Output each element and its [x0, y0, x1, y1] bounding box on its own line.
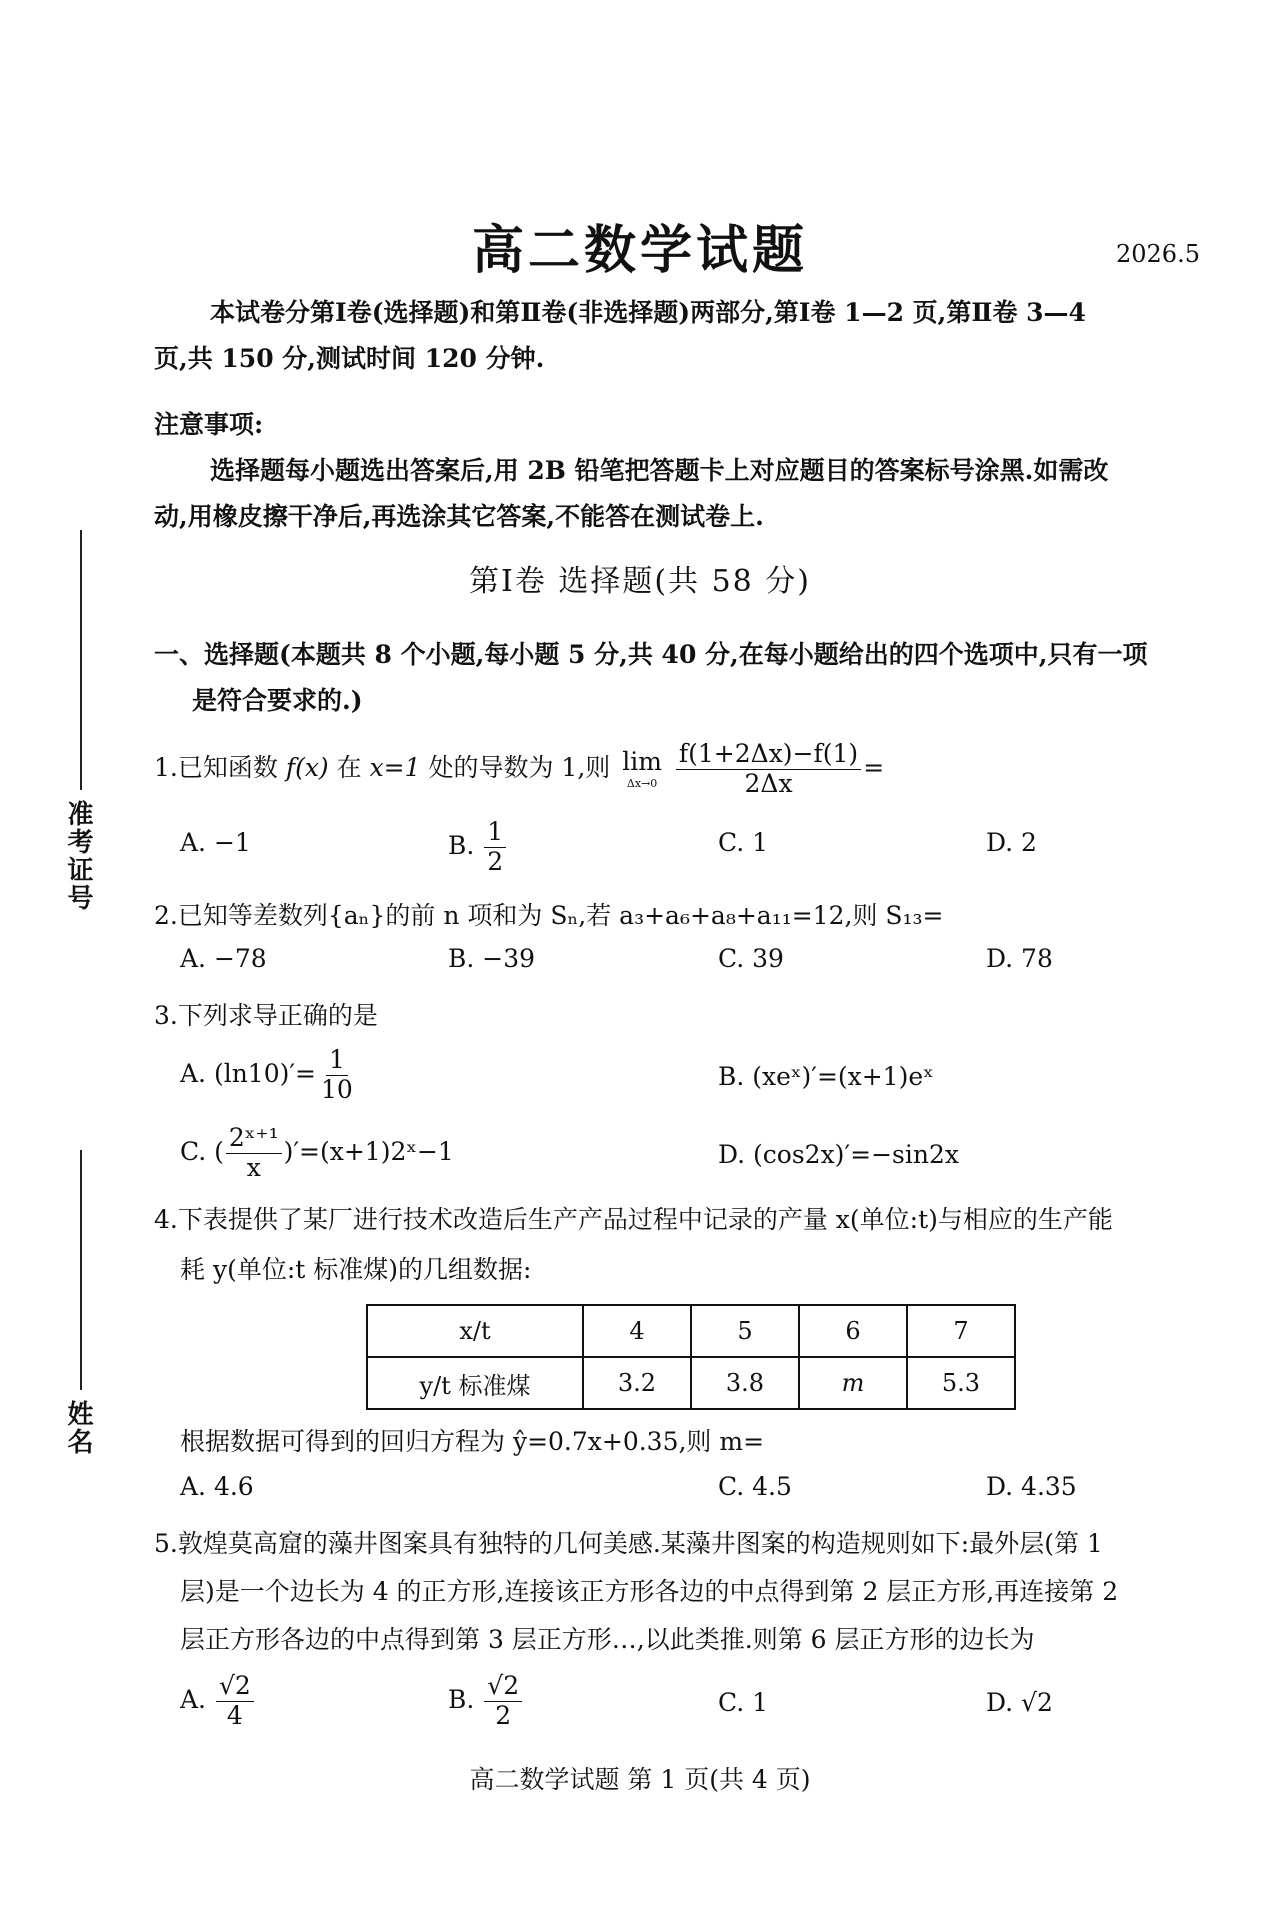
table-cell: y/t 标准煤 — [367, 1357, 583, 1409]
q5-option-a-prefix: A. — [180, 1684, 214, 1714]
q1-option-b — [448, 818, 508, 877]
question-3-stem: 3.下列求导正确的是 — [154, 1001, 378, 1030]
notice-line-2: 动,用橡皮擦干净后,再选涂其它答案,不能答在测试卷上. — [154, 502, 764, 531]
q1-fraction — [676, 740, 861, 799]
q5-option-a-num: √2 — [216, 1672, 254, 1702]
q3-option-c-suffix: )′=(x+1)2ˣ−1 — [283, 1136, 454, 1166]
q1-option-b-prefix: B. — [448, 830, 483, 860]
table-cell: x/t — [367, 1305, 583, 1357]
question-4-line-2: 耗 y(单位:t 标准煤)的几组数据: — [180, 1255, 532, 1284]
q3-option-d: D. (cos2x)′=−sin2x — [718, 1140, 959, 1169]
intro-line-2: 页,共 150 分,测试时间 120 分钟. — [154, 344, 545, 373]
q1-text-a: 1.已知函数 — [154, 752, 286, 782]
intro-line-1: 本试卷分第Ⅰ卷(选择题)和第Ⅱ卷(非选择题)两部分,第Ⅰ卷 1—2 页,第Ⅱ卷 3—4 — [210, 298, 1086, 327]
question-5-line-3: 层正方形各边的中点得到第 3 层正方形…,以此类推.则第 6 层正方形的边长为 — [180, 1625, 1035, 1654]
page-footer: 高二数学试题 第 1 页(共 4 页) — [469, 1765, 811, 1794]
q3-option-a-num: 1 — [326, 1046, 348, 1076]
table-cell: 6 — [799, 1305, 907, 1357]
table-cell: 7 — [907, 1305, 1015, 1357]
q4-option-a: A. 4.6 — [180, 1472, 254, 1501]
q5-option-b-num: √2 — [484, 1672, 522, 1702]
q4-option-d: D. 4.35 — [986, 1472, 1077, 1501]
exam-date: 2026.5 — [1116, 240, 1200, 268]
question-5-line-1: 5.敦煌莫高窟的藻井图案具有独特的几何美感.某藻井图案的构造规则如下:最外层(第 1 — [154, 1529, 1103, 1558]
name-label: 姓名 — [63, 1400, 93, 1456]
table-cell: 3.8 — [691, 1357, 799, 1409]
q3-option-c — [180, 1124, 454, 1183]
q3-option-c-prefix: C. ( — [180, 1136, 224, 1166]
q1-option-d: D. 2 — [986, 828, 1037, 857]
q5-option-b-den: 2 — [495, 1700, 512, 1730]
question-5-line-2: 层)是一个边长为 4 的正方形,连接该正方形各边的中点得到第 2 层正方形,再连接第 2 — [180, 1577, 1119, 1606]
q4-option-c: C. 4.5 — [718, 1472, 792, 1501]
q2-option-d: D. 78 — [986, 944, 1053, 973]
page-title: 高二数学试题 — [471, 220, 808, 281]
q1-fx: f(x) — [285, 752, 329, 782]
part1-instructions-line-1: 一、选择题(本题共 8 个小题,每小题 5 分,共 40 分,在每小题给出的四个选项中,只有一项 — [154, 640, 1148, 669]
exam-id-line — [80, 530, 82, 790]
table-cell: 4 — [583, 1305, 691, 1357]
notice-title: 注意事项: — [154, 410, 264, 439]
question-4-line-1: 4.下表提供了某厂进行技术改造后生产产品过程中记录的产量 x(单位:t)与相应的生产能 — [154, 1205, 1113, 1234]
q5-option-a — [180, 1672, 256, 1731]
q1-option-b-den: 2 — [487, 846, 504, 876]
q1-lim-sub: Δx→0 — [626, 777, 658, 791]
q2-option-c: C. 39 — [718, 944, 784, 973]
notice-line-1: 选择题每小题选出答案后,用 2B 铅笔把答题卡上对应题目的答案标号涂黑.如需改 — [210, 456, 1109, 485]
table-row — [367, 1305, 1015, 1357]
question-1-stem — [154, 740, 884, 799]
data-table — [366, 1304, 1016, 1410]
q3-option-a-den: 10 — [321, 1074, 353, 1104]
table-cell: 3.2 — [583, 1357, 691, 1409]
q5-option-c: C. 1 — [718, 1688, 769, 1717]
part1-instructions-line-2: 是符合要求的.) — [192, 686, 363, 715]
q1-equals: = — [863, 752, 885, 782]
q3-option-a — [180, 1046, 358, 1105]
question-4-regression: 根据数据可得到的回归方程为 ŷ=0.7x+0.35,则 m= — [180, 1427, 765, 1456]
q3-option-a-prefix: A. (ln10)′= — [180, 1058, 316, 1088]
q3-option-c-den: x — [246, 1152, 261, 1182]
q2-option-b: B. −39 — [448, 944, 536, 973]
q1-denominator: 2Δx — [744, 768, 793, 798]
q1-text-c: 处的导数为 1,则 — [420, 752, 611, 782]
table-row — [367, 1357, 1015, 1409]
q1-option-a: A. −1 — [180, 828, 251, 857]
q5-option-d: D. √2 — [986, 1688, 1053, 1717]
q1-limit — [622, 749, 662, 789]
exam-id-label: 准考证号 — [63, 800, 93, 912]
q5-option-b-prefix: B. — [448, 1684, 483, 1714]
section-title: 第Ⅰ卷 选择题(共 58 分) — [468, 564, 812, 599]
question-2-stem: 2.已知等差数列{aₙ}的前 n 项和为 Sₙ,若 a₃+a₆+a₈+a₁₁=12,则 S₁₃= — [154, 901, 944, 930]
name-line — [80, 1150, 82, 1390]
q1-numerator: f(1+2Δx)−f(1) — [676, 740, 861, 770]
q2-option-a: A. −78 — [180, 944, 267, 973]
table-cell: 5 — [691, 1305, 799, 1357]
q5-option-a-den: 4 — [226, 1700, 243, 1730]
q3-option-c-num: 2ˣ⁺¹ — [226, 1124, 282, 1154]
q1-x1: x=1 — [369, 752, 421, 782]
q1-text-b: 在 — [328, 752, 370, 782]
q1-option-b-num: 1 — [484, 818, 506, 848]
q1-option-c: C. 1 — [718, 828, 769, 857]
q3-option-b: B. (xeˣ)′=(x+1)eˣ — [718, 1062, 934, 1091]
table-cell: 5.3 — [907, 1357, 1015, 1409]
table-cell: m — [799, 1357, 907, 1409]
q5-option-b — [448, 1672, 524, 1731]
q1-lim-word: lim — [622, 747, 662, 777]
